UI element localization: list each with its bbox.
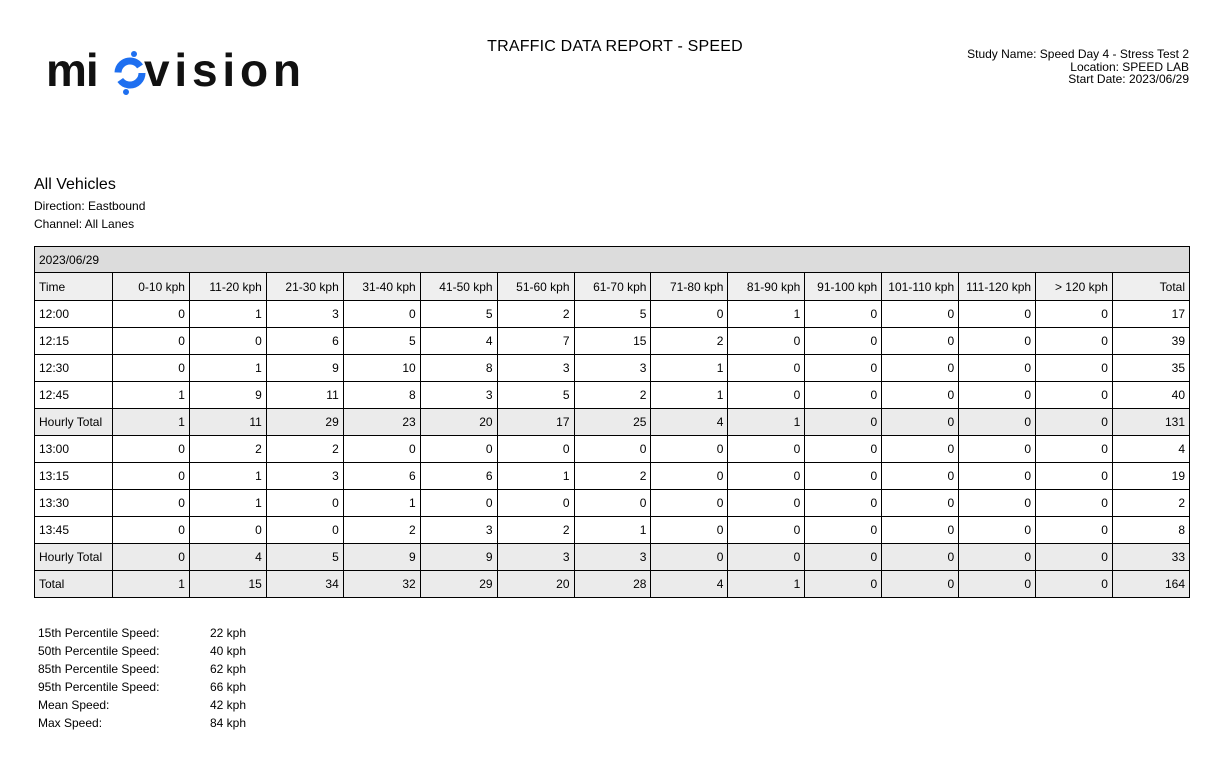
count-cell: 1 <box>651 382 728 409</box>
table-row <box>35 382 1190 409</box>
count-cell: 1 <box>113 571 190 598</box>
count-cell: 0 <box>728 355 805 382</box>
stat-row <box>38 642 246 660</box>
table-row <box>35 436 1190 463</box>
count-cell: 0 <box>343 301 420 328</box>
count-cell: 0 <box>728 517 805 544</box>
count-cell: 0 <box>651 544 728 571</box>
stat-value: 84 kph <box>210 716 247 730</box>
count-cell: 0 <box>882 517 959 544</box>
stat-label: 50th Percentile Speed: <box>38 644 160 658</box>
count-cell: 0 <box>882 436 959 463</box>
hourly-total-row <box>35 544 1190 571</box>
count-cell: 4 <box>651 409 728 436</box>
column-header: 21-30 kph <box>266 273 343 301</box>
report-title: TRAFFIC DATA REPORT - SPEED <box>487 38 743 55</box>
count-cell: 0 <box>113 436 190 463</box>
count-cell: 0 <box>651 517 728 544</box>
count-cell: 2 <box>266 436 343 463</box>
row-label: 13:45 <box>35 517 113 544</box>
count-cell: 0 <box>343 436 420 463</box>
count-cell: 0 <box>189 517 266 544</box>
count-cell: 6 <box>420 463 497 490</box>
direction-label: Direction: Eastbound <box>34 199 146 213</box>
stat-row <box>38 678 246 696</box>
count-cell: 2 <box>189 436 266 463</box>
grand-total-row <box>35 571 1190 598</box>
count-cell: 3 <box>574 355 651 382</box>
speed-table <box>34 246 1190 598</box>
row-label: 12:15 <box>35 328 113 355</box>
count-cell: 1 <box>189 490 266 517</box>
count-cell: 0 <box>805 328 882 355</box>
column-header: 11-20 kph <box>189 273 266 301</box>
count-cell: 1 <box>113 382 190 409</box>
count-cell: 0 <box>1036 382 1113 409</box>
count-cell: 5 <box>266 544 343 571</box>
column-header: 61-70 kph <box>574 273 651 301</box>
count-cell: 8 <box>420 355 497 382</box>
count-cell: 0 <box>1036 517 1113 544</box>
count-cell: 20 <box>497 571 574 598</box>
count-cell: 0 <box>882 301 959 328</box>
count-cell: 28 <box>574 571 651 598</box>
row-label: 13:00 <box>35 436 113 463</box>
count-cell: 40 <box>1112 382 1189 409</box>
section-header <box>34 176 145 233</box>
count-cell: 7 <box>497 328 574 355</box>
count-cell: 3 <box>574 544 651 571</box>
count-cell: 17 <box>1112 301 1189 328</box>
count-cell: 0 <box>266 517 343 544</box>
count-cell: 1 <box>189 463 266 490</box>
count-cell: 0 <box>1036 328 1113 355</box>
count-cell: 25 <box>574 409 651 436</box>
count-cell: 2 <box>497 517 574 544</box>
count-cell: 6 <box>266 328 343 355</box>
count-cell: 0 <box>1036 355 1113 382</box>
count-cell: 34 <box>266 571 343 598</box>
count-cell: 3 <box>420 517 497 544</box>
count-cell: 131 <box>1112 409 1189 436</box>
date-cell: 2023/06/29 <box>35 247 1190 273</box>
count-cell: 3 <box>266 463 343 490</box>
table-row <box>35 328 1190 355</box>
stat-value: 40 kph <box>210 644 247 658</box>
count-cell: 0 <box>805 544 882 571</box>
column-header: 91-100 kph <box>805 273 882 301</box>
svg-text:mi: mi <box>46 48 98 96</box>
count-cell: 0 <box>805 409 882 436</box>
count-cell: 29 <box>420 571 497 598</box>
count-cell: 0 <box>959 355 1036 382</box>
count-cell: 0 <box>882 463 959 490</box>
count-cell: 4 <box>1112 436 1189 463</box>
table-row <box>35 517 1190 544</box>
count-cell: 0 <box>805 517 882 544</box>
column-header: 31-40 kph <box>343 273 420 301</box>
count-cell: 19 <box>1112 463 1189 490</box>
count-cell: 0 <box>959 463 1036 490</box>
count-cell: 0 <box>574 490 651 517</box>
count-cell: 9 <box>420 544 497 571</box>
study-location: Location: SPEED LAB <box>1070 59 1189 74</box>
count-cell: 0 <box>805 463 882 490</box>
count-cell: 0 <box>420 436 497 463</box>
stat-row <box>38 660 246 678</box>
count-cell: 0 <box>574 436 651 463</box>
count-cell: 32 <box>343 571 420 598</box>
count-cell: 0 <box>728 544 805 571</box>
row-label: Hourly Total <box>35 544 113 571</box>
count-cell: 3 <box>266 301 343 328</box>
count-cell: 1 <box>113 409 190 436</box>
count-cell: 0 <box>882 490 959 517</box>
count-cell: 9 <box>343 544 420 571</box>
count-cell: 15 <box>574 328 651 355</box>
count-cell: 3 <box>497 355 574 382</box>
stat-value: 42 kph <box>210 698 247 712</box>
count-cell: 2 <box>574 463 651 490</box>
count-cell: 1 <box>651 355 728 382</box>
stat-label: Mean Speed: <box>38 698 110 712</box>
stat-label: 15th Percentile Speed: <box>38 626 160 640</box>
count-cell: 0 <box>805 571 882 598</box>
count-cell: 0 <box>959 436 1036 463</box>
count-cell: 0 <box>1036 571 1113 598</box>
count-cell: 11 <box>266 382 343 409</box>
count-cell: 0 <box>959 409 1036 436</box>
count-cell: 0 <box>882 328 959 355</box>
count-cell: 0 <box>728 463 805 490</box>
count-cell: 0 <box>420 490 497 517</box>
count-cell: 0 <box>805 301 882 328</box>
stat-row <box>38 624 246 642</box>
count-cell: 0 <box>497 436 574 463</box>
count-cell: 2 <box>1112 490 1189 517</box>
count-cell: 1 <box>574 517 651 544</box>
count-cell: 33 <box>1112 544 1189 571</box>
count-cell: 5 <box>574 301 651 328</box>
row-label: 12:00 <box>35 301 113 328</box>
row-label: 12:30 <box>35 355 113 382</box>
count-cell: 0 <box>651 490 728 517</box>
count-cell: 4 <box>420 328 497 355</box>
count-cell: 0 <box>1036 409 1113 436</box>
table-row <box>35 355 1190 382</box>
count-cell: 2 <box>497 301 574 328</box>
count-cell: 0 <box>1036 301 1113 328</box>
column-header: 71-80 kph <box>651 273 728 301</box>
count-cell: 0 <box>1036 544 1113 571</box>
column-header: Time <box>35 273 113 301</box>
count-cell: 0 <box>959 301 1036 328</box>
stat-row <box>38 714 246 732</box>
count-cell: 0 <box>651 436 728 463</box>
count-cell: 10 <box>343 355 420 382</box>
count-cell: 5 <box>420 301 497 328</box>
study-start-date: Start Date: 2023/06/29 <box>1068 72 1189 86</box>
count-cell: 0 <box>1036 436 1113 463</box>
count-cell: 0 <box>113 463 190 490</box>
count-cell: 0 <box>882 382 959 409</box>
count-cell: 0 <box>882 409 959 436</box>
study-name: Study Name: Speed Day 4 - Stress Test 2 <box>967 47 1189 61</box>
count-cell: 1 <box>189 301 266 328</box>
count-cell: 2 <box>651 328 728 355</box>
count-cell: 1 <box>728 571 805 598</box>
channel-label: Channel: All Lanes <box>34 217 135 231</box>
count-cell: 4 <box>651 571 728 598</box>
count-cell: 1 <box>343 490 420 517</box>
count-cell: 0 <box>959 382 1036 409</box>
count-cell: 3 <box>420 382 497 409</box>
count-cell: 23 <box>343 409 420 436</box>
count-cell: 0 <box>959 328 1036 355</box>
count-cell: 35 <box>1112 355 1189 382</box>
count-cell: 8 <box>1112 517 1189 544</box>
count-cell: 0 <box>882 571 959 598</box>
count-cell: 17 <box>497 409 574 436</box>
count-cell: 0 <box>113 544 190 571</box>
count-cell: 0 <box>113 355 190 382</box>
count-cell: 1 <box>189 355 266 382</box>
column-header: 51-60 kph <box>497 273 574 301</box>
count-cell: 0 <box>959 571 1036 598</box>
header-row <box>35 273 1190 301</box>
row-label: Hourly Total <box>35 409 113 436</box>
count-cell: 0 <box>805 355 882 382</box>
stat-label: 85th Percentile Speed: <box>38 662 160 676</box>
count-cell: 0 <box>113 301 190 328</box>
table-row <box>35 490 1190 517</box>
count-cell: 4 <box>189 544 266 571</box>
column-header: > 120 kph <box>1036 273 1113 301</box>
hourly-total-row <box>35 409 1190 436</box>
count-cell: 0 <box>882 544 959 571</box>
count-cell: 0 <box>728 328 805 355</box>
column-header: 41-50 kph <box>420 273 497 301</box>
stat-label: Max Speed: <box>38 716 103 730</box>
count-cell: 39 <box>1112 328 1189 355</box>
stat-value: 22 kph <box>210 626 247 640</box>
count-cell: 0 <box>113 517 190 544</box>
column-header: 111-120 kph <box>959 273 1036 301</box>
count-cell: 0 <box>805 382 882 409</box>
count-cell: 0 <box>805 490 882 517</box>
column-header: 101-110 kph <box>882 273 959 301</box>
count-cell: 164 <box>1112 571 1189 598</box>
count-cell: 29 <box>266 409 343 436</box>
stat-row <box>38 696 246 714</box>
count-cell: 1 <box>497 463 574 490</box>
speed-statistics <box>38 624 246 732</box>
count-cell: 0 <box>805 436 882 463</box>
count-cell: 5 <box>497 382 574 409</box>
count-cell: 3 <box>497 544 574 571</box>
count-cell: 1 <box>728 301 805 328</box>
count-cell: 0 <box>1036 490 1113 517</box>
stat-value: 62 kph <box>210 662 247 676</box>
count-cell: 9 <box>266 355 343 382</box>
count-cell: 5 <box>343 328 420 355</box>
count-cell: 0 <box>882 355 959 382</box>
column-header: 81-90 kph <box>728 273 805 301</box>
study-info <box>967 48 1189 86</box>
count-cell: 0 <box>266 490 343 517</box>
date-row <box>35 247 1190 273</box>
stat-label: 95th Percentile Speed: <box>38 680 160 694</box>
row-label: Total <box>35 571 113 598</box>
count-cell: 15 <box>189 571 266 598</box>
count-cell: 0 <box>1036 463 1113 490</box>
row-label: 13:15 <box>35 463 113 490</box>
count-cell: 9 <box>189 382 266 409</box>
count-cell: 0 <box>728 436 805 463</box>
count-cell: 0 <box>728 490 805 517</box>
count-cell: 0 <box>959 517 1036 544</box>
count-cell: 0 <box>651 463 728 490</box>
row-label: 13:30 <box>35 490 113 517</box>
count-cell: 0 <box>959 544 1036 571</box>
section-heading: All Vehicles <box>34 176 116 193</box>
count-cell: 6 <box>343 463 420 490</box>
table-row <box>35 301 1190 328</box>
count-cell: 0 <box>113 490 190 517</box>
count-cell: 1 <box>728 409 805 436</box>
stat-value: 66 kph <box>210 680 247 694</box>
count-cell: 2 <box>343 517 420 544</box>
table-row <box>35 463 1190 490</box>
column-header: 0-10 kph <box>113 273 190 301</box>
count-cell: 2 <box>574 382 651 409</box>
count-cell: 20 <box>420 409 497 436</box>
count-cell: 11 <box>189 409 266 436</box>
column-header: Total <box>1112 273 1189 301</box>
count-cell: 0 <box>728 382 805 409</box>
svg-text:vision: vision <box>144 48 300 96</box>
count-cell: 0 <box>497 490 574 517</box>
count-cell: 0 <box>189 328 266 355</box>
row-label: 12:45 <box>35 382 113 409</box>
count-cell: 0 <box>651 301 728 328</box>
count-cell: 8 <box>343 382 420 409</box>
count-cell: 0 <box>113 328 190 355</box>
count-cell: 0 <box>959 490 1036 517</box>
